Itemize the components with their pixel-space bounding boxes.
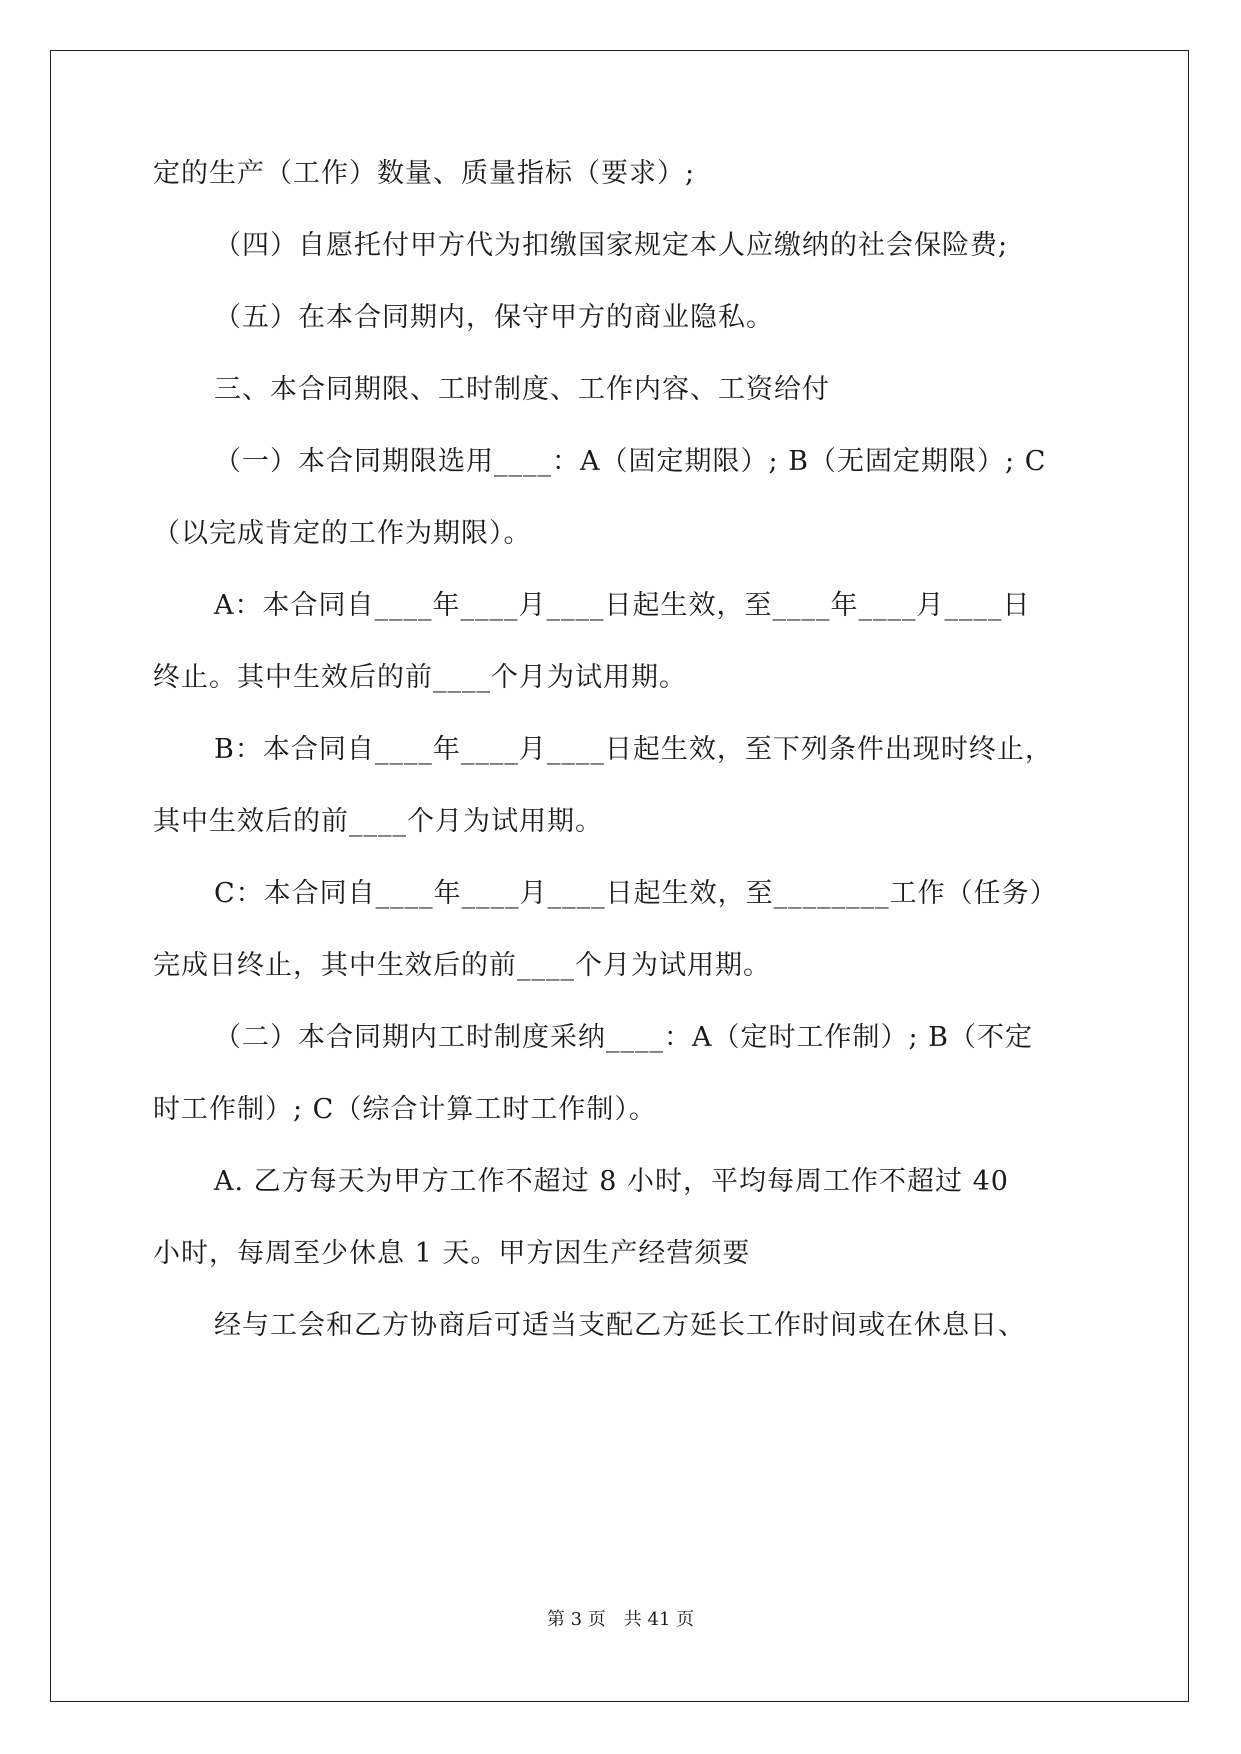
section-heading: 三、本合同期限、工时制度、工作内容、工资给付 [214, 374, 830, 405]
text-line-1: 定的生产（工作）数量、质量指标（要求）; [153, 158, 696, 189]
text-line-17: 经与工会和乙方协商后可适当支配乙方延长工作时间或在休息日、 [214, 1310, 1026, 1341]
text-line-9: B：本合同自____年____月____日起生效，至下列条件出现时终止， [214, 734, 1053, 765]
text-line-16: 小时，每周至少休息 1 天。甲方因生产经营须要 [153, 1238, 751, 1269]
page-number-footer: 第 3 页 共 41 页 [546, 1609, 695, 1630]
text-line-13: （二）本合同期内工时制度采纳____：A（定时工作制）; B（不定 [214, 1022, 1034, 1053]
text-line-12: 完成日终止，其中生效后的前____个月为试用期。 [153, 950, 771, 981]
text-line-3: （五）在本合同期内，保守甲方的商业隐私。 [214, 302, 774, 333]
text-line-7: A：本合同自____年____月____日起生效，至____年____月____日 [214, 590, 1031, 621]
text-line-6: （以完成肯定的工作为期限）。 [153, 518, 532, 549]
text-line-10: 其中生效后的前____个月为试用期。 [153, 806, 603, 837]
text-line-15: A. 乙方每天为甲方工作不超过 8 小时，平均每周工作不超过 40 [214, 1166, 1009, 1197]
text-line-11: C：本合同自____年____月____日起生效，至________工作（任务） [214, 878, 1058, 909]
text-line-14: 时工作制）; C（综合计算工时工作制）。 [153, 1094, 657, 1125]
text-line-5: （一）本合同期限选用____：A（固定期限）; B（无固定期限）; C [214, 446, 1047, 477]
text-line-8: 终止。其中生效后的前____个月为试用期。 [153, 662, 687, 693]
text-line-2: （四）自愿托付甲方代为扣缴国家规定本人应缴纳的社会保险费; [214, 230, 1009, 261]
